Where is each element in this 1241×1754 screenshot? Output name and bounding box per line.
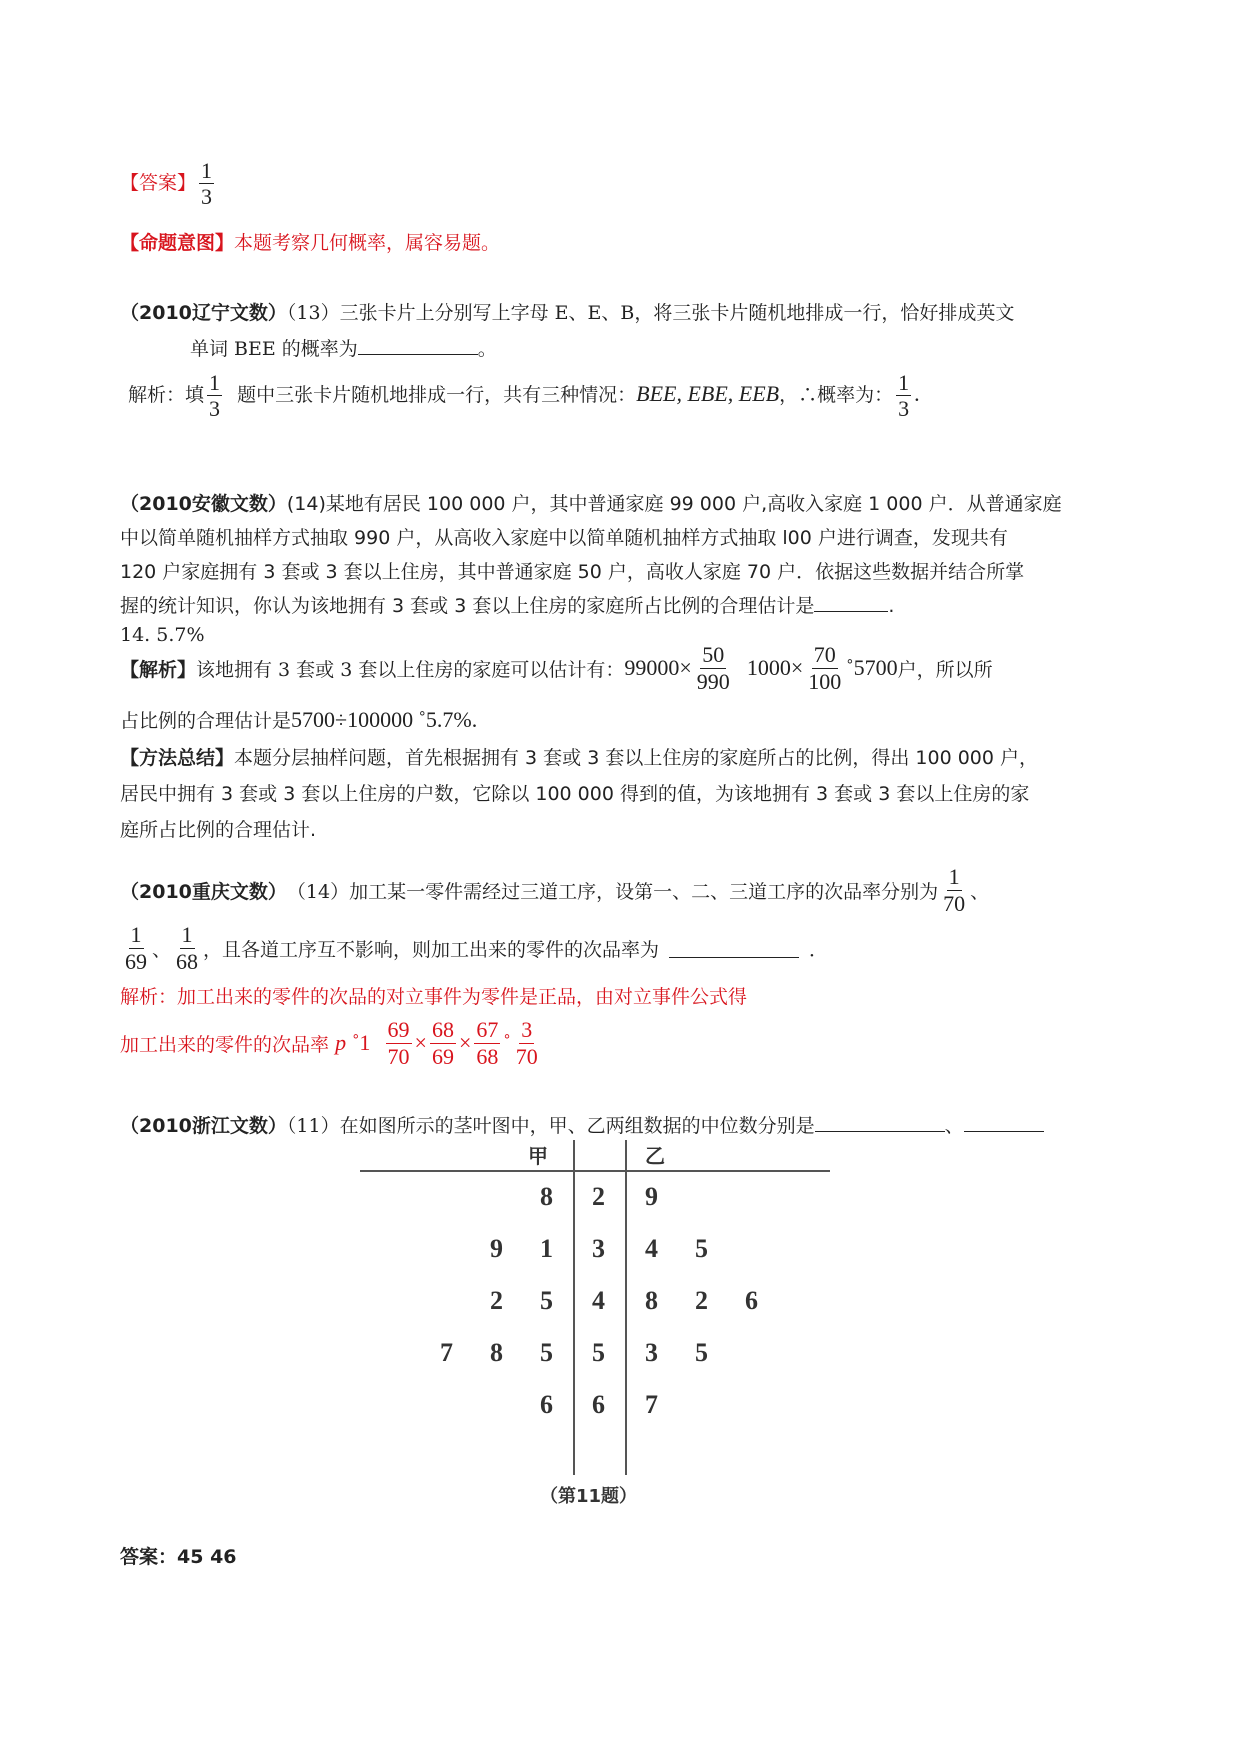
figure-header-left: 甲 xyxy=(528,1144,548,1168)
q14a-ratio-line xyxy=(120,706,477,733)
fraction-denominator: 3 xyxy=(201,184,213,210)
q14a-line1 xyxy=(120,489,1062,516)
leaf-left: 6 xyxy=(540,1390,553,1419)
q14a-jiexi-line xyxy=(120,635,993,701)
q14a-calc-tail: 户，所以所 xyxy=(897,658,993,681)
q14c-sol-fraction-1 xyxy=(386,1017,412,1069)
q13-solution xyxy=(128,370,920,422)
q14c-sol2-eq: ˚1 xyxy=(352,1030,371,1055)
q14c-sol-fraction-2 xyxy=(430,1017,456,1069)
leaf-right: 7 xyxy=(645,1390,658,1419)
fraction-denominator: 3 xyxy=(898,396,910,422)
q13-source: （2010辽宁文数） xyxy=(120,302,287,324)
leaf-right: 3 xyxy=(645,1338,658,1367)
q14c-fraction-1 xyxy=(941,864,967,916)
fraction-numerator: 1 xyxy=(209,370,221,395)
q14c-sol-fraction-3 xyxy=(474,1017,500,1069)
q14c-answer-blank xyxy=(669,938,799,958)
stem-value: 6 xyxy=(592,1390,605,1419)
fraction-denominator: 69 xyxy=(125,948,147,974)
q14a-line4 xyxy=(120,591,894,618)
leaf-left: 1 xyxy=(540,1234,553,1263)
leaf-right: 4 xyxy=(645,1234,658,1263)
q14a-calc-result: ˚5700 xyxy=(846,655,898,680)
q14a-jiexi-tag: 【解析】 xyxy=(120,658,197,681)
figure-header-rule xyxy=(360,1170,830,1172)
q14c-sol2: 加工出来的零件的次品率 p ˚1 $\frac{69}{70}$ × $\frac{68}{69}$ × $\frac{67}{68}$ ˚ $\frac{3}{70}$ xyxy=(120,1017,538,1069)
q13-text1: 三张卡片上分别写上字母 E、E、B，将三张卡片随机地排成一行，恰好排成英文 xyxy=(339,302,1015,324)
q13-sol-fraction xyxy=(207,370,222,422)
fraction-numerator: 67 xyxy=(476,1017,499,1043)
answer-line xyxy=(120,158,217,210)
q14a-calc-a: 99000× xyxy=(624,655,692,680)
fraction-denominator: 69 xyxy=(431,1043,454,1069)
figure-left-divider xyxy=(573,1140,575,1475)
q14c-fraction-2 xyxy=(123,922,149,974)
stem-value: 3 xyxy=(592,1234,605,1263)
fraction-numerator: 1 xyxy=(181,922,193,948)
stem-value: 2 xyxy=(592,1182,605,1211)
q14a-jiexi-text: 该地拥有 3 套或 3 套以上住房的家庭可以估计有： xyxy=(196,658,625,681)
fraction-denominator: 100 xyxy=(808,668,842,694)
answer-tag: 【答案】 xyxy=(120,171,197,194)
q13-answer-blank xyxy=(358,335,478,355)
q14a-method1 xyxy=(120,743,1038,770)
q11-text: （11）在如图所示的茎叶图中，甲、乙两组数据的中位数分别是 xyxy=(286,1115,815,1137)
fraction-denominator: 3 xyxy=(209,396,221,422)
leaf-right: 9 xyxy=(645,1182,658,1211)
stem-leaf-figure xyxy=(360,1140,830,1520)
q14a-method-tag: 【方法总结】 xyxy=(120,747,235,769)
q13-sol-prefix: 解析：填 xyxy=(128,383,205,406)
fraction-denominator: 70 xyxy=(515,1043,538,1069)
answer-fraction xyxy=(199,158,214,210)
figure-right-divider xyxy=(625,1140,627,1475)
q14a-line3: 120 户家庭拥有 3 套或 3 套以上住房，其中普通家庭 50 户，高收人家庭 70 户．依据这些数据并结合所掌 xyxy=(120,561,1025,583)
intent-line xyxy=(120,228,500,255)
q14a-answer: 14. 5.7% xyxy=(120,624,205,646)
fraction-numerator: 50 xyxy=(702,642,725,668)
leaf-left: 8 xyxy=(540,1182,553,1211)
leaf-right: 5 xyxy=(695,1338,708,1367)
q14a-ratio-end: . xyxy=(471,707,478,732)
fraction-denominator: 70 xyxy=(387,1043,410,1069)
q14c-text1: （14）加工某一零件需经过三道工序，设第一、二、三道工序的次品率分别为 xyxy=(286,880,939,903)
q14c-sep1: 、 xyxy=(970,880,990,903)
q14c-sol2-p: p xyxy=(335,1030,347,1055)
fraction-denominator: 68 xyxy=(476,1043,499,1069)
q14c-result-fraction xyxy=(514,1017,540,1069)
q14c-sol1: 解析：加工出来的零件的次品的对立事件为零件是正品，由对立事件公式得 xyxy=(120,986,748,1008)
q14a-line4-text: 握的统计知识，你认为该地拥有 3 套或 3 套以上住房的家庭所占比例的合理估计是 xyxy=(120,595,815,617)
q11-line xyxy=(120,1111,1044,1138)
fraction-numerator: 69 xyxy=(387,1017,410,1043)
leaf-right: 6 xyxy=(745,1286,758,1315)
q11-answer-value: 45 46 xyxy=(177,1546,237,1568)
q11-blank-1 xyxy=(815,1112,945,1132)
leaf-left: 8 xyxy=(490,1338,503,1367)
q13-line2 xyxy=(190,334,497,361)
intent-text: 本题考察几何概率，属容易题。 xyxy=(234,232,501,254)
leaf-left: 2 xyxy=(490,1286,503,1315)
q14a-method2: 居民中拥有 3 套或 3 套以上住房的户数，它除以 100 000 得到的值，为该地拥有 3 套或 3 套以上住房的家 xyxy=(120,783,1030,805)
q11-answer xyxy=(120,1542,237,1569)
q14c-text2: ，且各道工序互不影响，则加工出来的零件的次品率为 xyxy=(203,938,660,961)
q11-blank-2 xyxy=(964,1112,1044,1132)
q14a-method1-text: 本题分层抽样问题，首先根据拥有 3 套或 3 套以上住房的家庭所占的比例，得出 100 000 户， xyxy=(234,747,1039,769)
fraction-numerator: 1 xyxy=(130,922,142,948)
q14a-ratio-text: 占比例的合理估计是 xyxy=(120,710,292,732)
q14a-calc-b-fraction xyxy=(806,642,843,694)
fraction-denominator: 990 xyxy=(696,668,730,694)
leaf-right: 8 xyxy=(645,1286,658,1315)
q13-sol-text: 题中三张卡片随机地排成一行，共有三种情况： xyxy=(237,383,637,406)
fraction-numerator: 1 xyxy=(948,864,960,890)
fraction-numerator: 1 xyxy=(201,158,213,183)
q13-line1 xyxy=(120,298,1014,325)
leaf-right: 2 xyxy=(695,1286,708,1315)
leaf-left: 9 xyxy=(490,1234,503,1263)
q14c-sep2: 、 xyxy=(152,938,172,961)
fraction-denominator: 70 xyxy=(943,890,966,916)
q13-sol-tail: ，∴概率为： xyxy=(779,383,894,406)
q14c-text2-end: ． xyxy=(809,938,829,961)
fraction-numerator: 68 xyxy=(431,1017,454,1043)
leaf-left: 5 xyxy=(540,1286,553,1315)
q14c-source: （2010重庆文数） xyxy=(120,880,287,903)
figure-caption: （第11题） xyxy=(540,1486,638,1507)
q14c-fraction-3 xyxy=(174,922,200,974)
fraction-numerator: 70 xyxy=(813,642,836,668)
q11-answer-label: 答案： xyxy=(120,1546,178,1568)
q14a-source: （2010安徽文数） xyxy=(120,493,287,515)
leaf-left: 5 xyxy=(540,1338,553,1367)
q13-sol-answer-fraction xyxy=(896,370,911,422)
q14a-line2: 中以简单随机抽样方式抽取 990 户，从高收入家庭中以简单随机抽样方式抽取 l00 户进行调查，发现共有 xyxy=(120,527,1008,549)
q14a-calc-b: 1000× xyxy=(746,655,804,680)
leaf-right: 5 xyxy=(695,1234,708,1263)
q13-text2-end: 。 xyxy=(477,338,497,360)
fraction-denominator: 68 xyxy=(176,948,199,974)
q14a-method3: 庭所占比例的合理估计. xyxy=(120,819,317,841)
figure-header-right: 乙 xyxy=(645,1144,665,1168)
q14c-line2 xyxy=(120,918,828,978)
q14a-ratio-math: 5700÷100000 ˚5.7% xyxy=(291,707,472,732)
q14a-calc-a-fraction xyxy=(695,642,732,694)
q13-text2: 单词 BEE 的概率为 xyxy=(190,338,358,360)
q13-sol-cases: BEE, EBE, EEB xyxy=(636,380,780,406)
q11-sep: 、 xyxy=(944,1115,964,1137)
fraction-numerator: 1 xyxy=(898,370,910,395)
q14a-line1-text: (14)某地有居民 100 000 户，其中普通家庭 99 000 户,高收入家庭 1 000 户．从普通家庭 xyxy=(286,493,1062,515)
q13-number: （13） xyxy=(286,302,340,324)
leaf-left: 7 xyxy=(440,1338,453,1367)
q14c-line1 xyxy=(120,862,989,918)
stem-value: 5 xyxy=(592,1338,605,1367)
q14c-sol-eq2: ˚ xyxy=(503,1030,511,1055)
fraction-numerator: 3 xyxy=(521,1017,533,1043)
q14c-sol2-text: 加工出来的零件的次品率 xyxy=(120,1033,330,1056)
intent-tag: 【命题意图】 xyxy=(120,232,235,254)
stem-value: 4 xyxy=(592,1286,605,1315)
q14a-line4-end: . xyxy=(888,595,895,617)
q14a-answer-blank xyxy=(814,592,888,612)
q11-source: （2010浙江文数） xyxy=(120,1115,287,1137)
q13-sol-period: . xyxy=(914,380,920,406)
